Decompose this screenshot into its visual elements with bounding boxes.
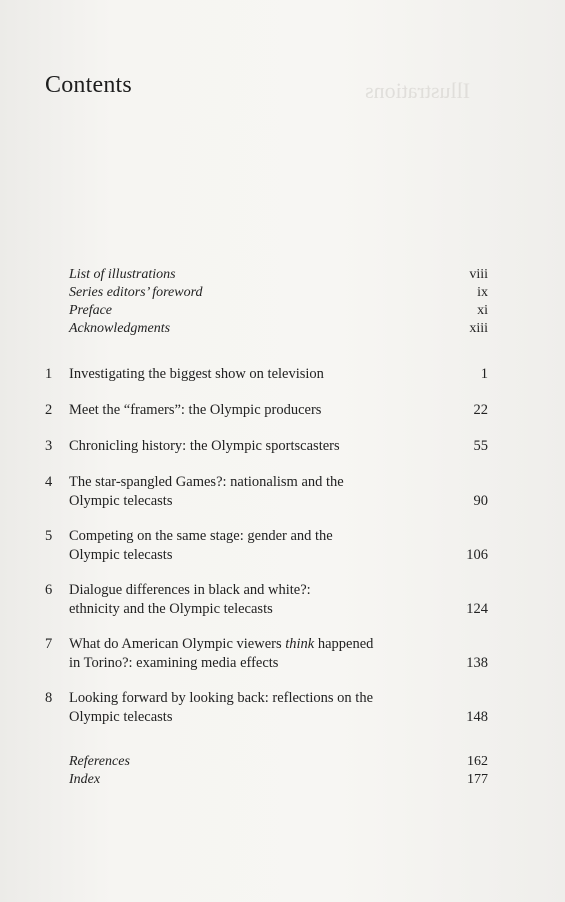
chapter-title-line: ethnicity and the Olympic telecasts [69,601,273,617]
front-matter-list [69,266,488,338]
chapter-title [69,437,409,456]
page-title: Contents [45,72,132,98]
toc-entry-page: xiii [469,321,488,336]
toc-entry-page: viii [469,267,488,282]
chapter-title [69,473,409,511]
chapter-title-line: Competing on the same stage: gender and the [69,528,333,544]
chapter-number: 2 [45,402,53,418]
chapter-page: 55 [473,438,488,454]
chapter-title [69,635,409,673]
toc-entry-page: 162 [467,754,488,769]
toc-entry[interactable] [69,266,488,284]
toc-entry-page: ix [477,285,488,300]
chapter-title-line: Investigating the biggest show on television [69,366,324,382]
toc-entry[interactable] [69,320,488,338]
chapter-page: 22 [473,402,488,418]
toc-entry-page: xi [477,303,488,318]
chapter-number: 6 [45,582,53,598]
chapter-title [69,365,409,384]
chapter-number: 7 [45,636,53,652]
chapter-number: 8 [45,690,53,706]
toc-entry[interactable] [69,284,488,302]
chapter-title-line: Meet the “framers”: the Olympic producers [69,402,322,418]
toc-entry-label: Index [69,772,101,787]
chapter-title [69,527,409,565]
chapter-page: 1 [480,366,488,382]
chapter-title [69,689,429,727]
chapter-title [69,401,409,420]
toc-entry[interactable] [69,753,488,771]
toc-entry-label: References [69,754,130,769]
toc-entry[interactable] [69,771,488,789]
chapter-number: 1 [45,366,53,382]
chapter-title [69,581,409,619]
chapter-title-line-start: What do American Olympic viewers [69,636,286,652]
chapter-title-line-end: happened [314,636,374,652]
chapter-title-line: in Torino?: examining media effects [69,655,279,671]
chapter-title-emphasis: think [285,636,315,652]
chapter-title-line: Chronicling history: the Olympic sportscasters [69,438,340,454]
toc-entry-label: Acknowledgments [69,321,171,336]
toc-entry-label: Preface [69,303,113,318]
chapter-page: 148 [466,709,488,725]
chapter-title-line: The star-spangled Games?: nationalism and the [69,474,344,490]
chapter-page: 138 [466,655,488,671]
chapter-title-line: Olympic telecasts [69,493,173,509]
chapter-page: 106 [466,547,488,563]
back-matter-list [69,753,488,789]
toc-entry-page: 177 [467,772,488,787]
bleed-through-heading: Illustrations [365,78,471,103]
chapter-page: 124 [466,601,488,617]
chapter-number: 5 [45,528,53,544]
chapter-title-line: Olympic telecasts [69,547,173,563]
toc-entry[interactable] [69,302,488,320]
chapter-number: 4 [45,474,53,490]
chapter-page: 90 [473,493,488,509]
toc-entry-label: Series editors’ foreword [69,285,203,300]
chapter-title-line: Dialogue differences in black and white?: [69,582,311,598]
chapter-title-line: Olympic telecasts [69,709,173,725]
toc-entry-label: List of illustrations [69,267,176,282]
chapter-title-line: Looking forward by looking back: reflections on the [69,690,374,706]
chapter-number: 3 [45,438,53,454]
